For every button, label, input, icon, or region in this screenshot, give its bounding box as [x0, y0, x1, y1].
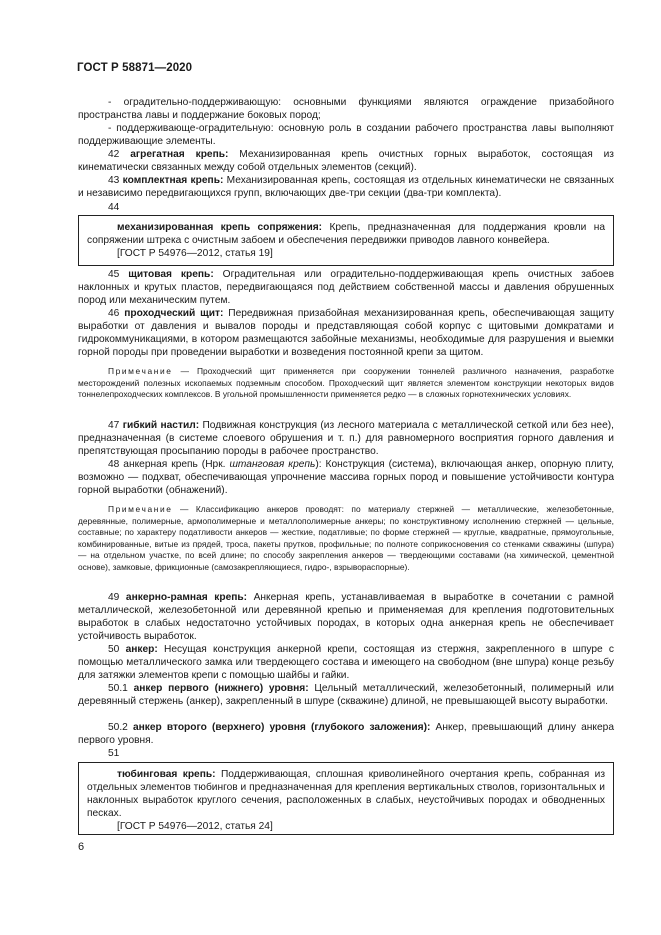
term-50 — [78, 643, 614, 682]
term-number: 48 — [108, 459, 120, 470]
term-47 — [78, 419, 614, 458]
term-44-box — [78, 215, 614, 266]
term-definition: ): Конструкция (система), включающая анкер, опорную плиту, возможно — подхват, обеспечивающая упрочнение массива горных пород и повышение устойчивости контура горной выработки (обнажений). — [78, 459, 614, 497]
term-number: 45 — [108, 269, 120, 280]
term-title: комплектная крепь: — [122, 175, 224, 186]
term-title: анкерная крепь — [123, 459, 198, 470]
term-44-reference: [ГОСТ Р 54976—2012, статья 19] — [117, 248, 273, 260]
term-title: тюбинговая крепь: — [117, 769, 216, 780]
term-definition: Анкер, превышающий длину анкера первого уровня. — [78, 722, 614, 747]
note-shield — [78, 366, 614, 401]
term-definition: Механизированная крепь, состоящая из отдельных кинематически не связанных и независимо передвигающихся групп, включающих две-три секции (два-три комплекта). — [78, 175, 614, 200]
page-number: 6 — [78, 841, 85, 853]
note-label: Примечание — [108, 504, 173, 514]
note-anchors — [78, 504, 614, 574]
term-51-box — [78, 762, 614, 835]
term-51-reference: [ГОСТ Р 54976—2012, статья 24] — [117, 821, 273, 833]
intro-item-2: - поддерживающе-оградительную: основную роль в создании рабочего пространства лавы выполняют поддерживающие элементы. — [78, 123, 614, 148]
term-definition: Несущая конструкция анкерной крепи, состоящая из стержня, закрепленного в шпуре с помощью металлического замка или твердеющего состава и имеющего на свободном (вне шпура) конце резьбу для затяжки элементов крепи с помощью шайбы и гайки. — [78, 644, 614, 682]
term-title: анкер второго (верхнего) уровня (глубокого заложения): — [132, 722, 431, 733]
term-title: анкерно-рамная крепь: — [125, 592, 248, 603]
term-42 — [78, 148, 614, 174]
term-number: 50.2 — [108, 722, 128, 733]
term-50-2 — [78, 721, 614, 747]
term-number: 43 — [108, 175, 120, 186]
term-definition: Подвижная конструкция (из лесного материала с металлической сеткой или без нее), предназначенная (в системе слоевого обрушения и т. п.) для равномерного восприятия горного давления и препятствующая просыпанию породы в рабочее пространство. — [78, 420, 614, 458]
document-header: ГОСТ Р 58871—2020 — [77, 62, 193, 74]
term-definition: Механизированная крепь очистных горных выработок, состоящая из кинематически связанных между собой отдельных элементов (секций). — [78, 149, 614, 174]
term-number: 47 — [108, 420, 120, 431]
term-number: 49 — [108, 592, 120, 603]
term-43 — [78, 174, 614, 200]
term-49 — [78, 591, 614, 643]
term-51-number: 51 — [108, 748, 120, 759]
note-text: — Проходческий щит применяется при сооружении тоннелей различного назначения, разработке месторождений полезных ископаемых подземным способом. Проходческий щит является элементом конструкции некоторых видов тоннелепроходческих комплексов. В угольной промышленности применяется редко — в сложных горнотехнических условиях. — [78, 366, 614, 400]
term-number: 50 — [108, 644, 120, 655]
term-48 — [78, 458, 614, 497]
term-44-number: 44 — [108, 202, 120, 213]
term-definition: Цельный металлический, железобетонный, полимерный или деревянный стержень (анкер), закрепленный в шпуре (скважине) длиной, не превышающей высоту выработки. — [78, 683, 614, 708]
term-definition: Передвижная призабойная механизированная крепь, обеспечивающая защиту выработки от давления и вывалов породы и представляющая собой корпус с щитовыми домкратами и гидрокоммуникациями, в котором размещаются забойные механизмы, необходимые для разрушения и выемки горной породы при проведении выработки и возведения постоянной крепи за щитом. — [78, 308, 614, 359]
term-51-definition-line — [87, 768, 605, 820]
term-45 — [78, 268, 614, 307]
term-title: анкер первого (нижнего) уровня: — [133, 683, 309, 694]
term-pre: (Нрк. — [197, 459, 230, 470]
term-title: агрегатная крепь: — [130, 149, 229, 160]
term-number: 42 — [108, 149, 120, 160]
intro-block — [78, 96, 614, 148]
term-title: механизированная крепь сопряжения: — [117, 222, 323, 233]
term-title: гибкий настил: — [122, 420, 200, 431]
term-definition: Поддерживающая, сплошная криволинейного очертания крепь, собранная из отдельных элементов тюбингов и предназначенная для крепления вертикальных стволов, горизонтальных и наклонных выработок круглого сечения, расположенных в слабых, неустойчивых породах и обводненных песках. — [87, 769, 605, 820]
note-text: — Классификацию анкеров проводят: по материалу стержней — металлические, железобетонные, деревянные, полимерные, армополимерные и металлополимерные анкеры; по конструктивному исполнению стержней — цельные, составные; по характеру податливости анкеров — жесткие, податливые; по форме стержней — круглые, квадратные, прямоугольные, комбинированные, витые из прядей, троса, пакеты прутков, профильные; по полноте соприкосновения со стенками скважины (шпура) — на отдельном участке, по всей длине; по способу закрепления анкеров — твердеющими составами (на химической, цементной основе), замковые, фрикционные (самозакрепляющиеся, гидро-, взрывораспорные). — [78, 504, 614, 572]
term-definition: Крепь, предназначенная для поддержания кровли на сопряжении штрека с очистным забоем и обеспечения передвижки приводов лавного конвейера. — [87, 222, 605, 247]
term-alternative: штанговая крепь — [229, 459, 316, 470]
term-number: 46 — [108, 308, 120, 319]
term-46 — [78, 307, 614, 359]
note-label: Примечание — [108, 366, 173, 376]
term-title: щитовая крепь: — [128, 269, 214, 280]
term-title: проходческий щит: — [124, 308, 224, 319]
term-50-1 — [78, 682, 614, 708]
term-definition: Оградительная или оградительно-поддерживающая крепь очистных забоев наклонных и крутых пластов, передвигающаяся под действием собственной массы и давления обрушенных пород или механическим путем. — [78, 269, 615, 307]
term-number: 50.1 — [108, 683, 128, 694]
intro-item-1: - оградительно-поддерживающую: основными функциями являются ограждение призабойного пространства лавы и поддержание боковых пород; — [78, 97, 614, 122]
term-definition: Анкерная крепь, устанавливаемая в выработке в сочетании с рамной металлической, железобетонной или деревянной крепью и применяемая для крепления подготовительных выработок в слабых недостаточно устойчивых породах, в которых одна анкерная крепь не обеспечивает устойчивость выработок. — [78, 592, 614, 643]
term-title: анкер: — [125, 644, 158, 655]
term-44-definition-line — [87, 221, 605, 247]
